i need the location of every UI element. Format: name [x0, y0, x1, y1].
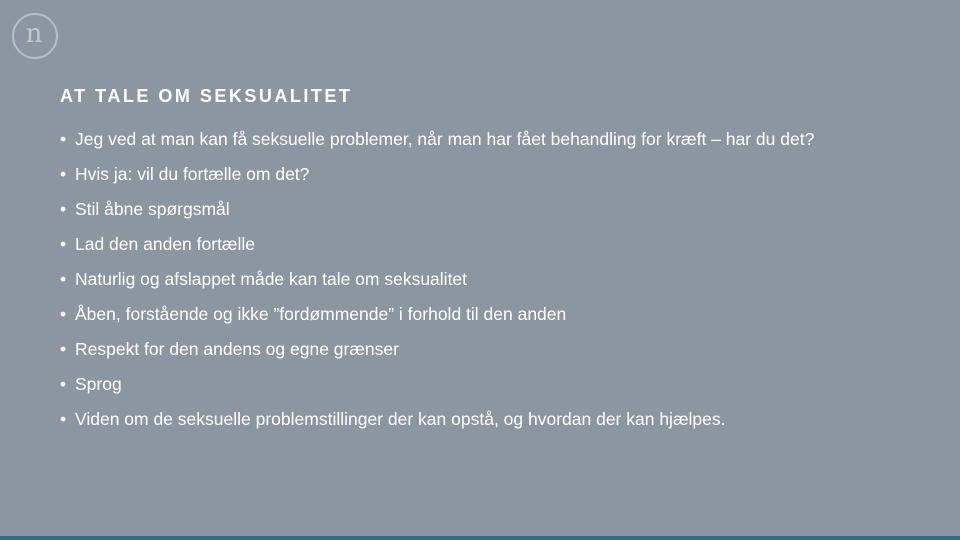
bullet-marker: •	[60, 129, 67, 149]
logo-circle-icon	[12, 13, 58, 59]
bullet-marker: •	[60, 304, 67, 324]
bullet-item	[60, 408, 900, 430]
bullet-item	[60, 268, 900, 290]
bullet-item	[60, 303, 900, 325]
bullet-marker: •	[60, 339, 67, 359]
bullet-text: Hvis ja: vil du fortælle om det?	[75, 164, 310, 184]
bullet-marker: •	[60, 234, 67, 254]
bullet-item	[60, 163, 900, 185]
bullet-text: Jeg ved at man kan få seksuelle problemer, når man har fået behandling for kræft – har du det?	[75, 129, 815, 149]
bullet-list	[60, 128, 900, 443]
bottom-accent-bar	[0, 536, 960, 540]
bullet-text: Respekt for den andens og egne grænser	[75, 339, 399, 359]
bullet-item	[60, 338, 900, 360]
bullet-item	[60, 198, 900, 220]
slide-title: AT TALE OM SEKSUALITET	[60, 86, 353, 106]
bullet-text: Naturlig og afslappet måde kan tale om seksualitet	[75, 269, 468, 289]
bullet-marker: •	[60, 269, 67, 289]
bullet-marker: •	[60, 409, 67, 429]
bullet-marker: •	[60, 199, 67, 219]
bullet-item	[60, 233, 900, 255]
bullet-text: Åben, forstående og ikke ”fordømmende” i forhold til den anden	[75, 304, 567, 324]
bullet-text: Lad den anden fortælle	[75, 234, 255, 254]
bullet-text: Sprog	[75, 374, 122, 394]
bullet-item	[60, 373, 900, 395]
bullet-item	[60, 128, 900, 150]
bullet-text: Viden om de seksuelle problemstillinger der kan opstå, og hvordan der kan hjælpes.	[75, 409, 726, 429]
logo-glyph: n	[25, 19, 43, 49]
bullet-marker: •	[60, 374, 67, 394]
bullet-marker: •	[60, 164, 67, 184]
bullet-text: Stil åbne spørgsmål	[75, 199, 230, 219]
